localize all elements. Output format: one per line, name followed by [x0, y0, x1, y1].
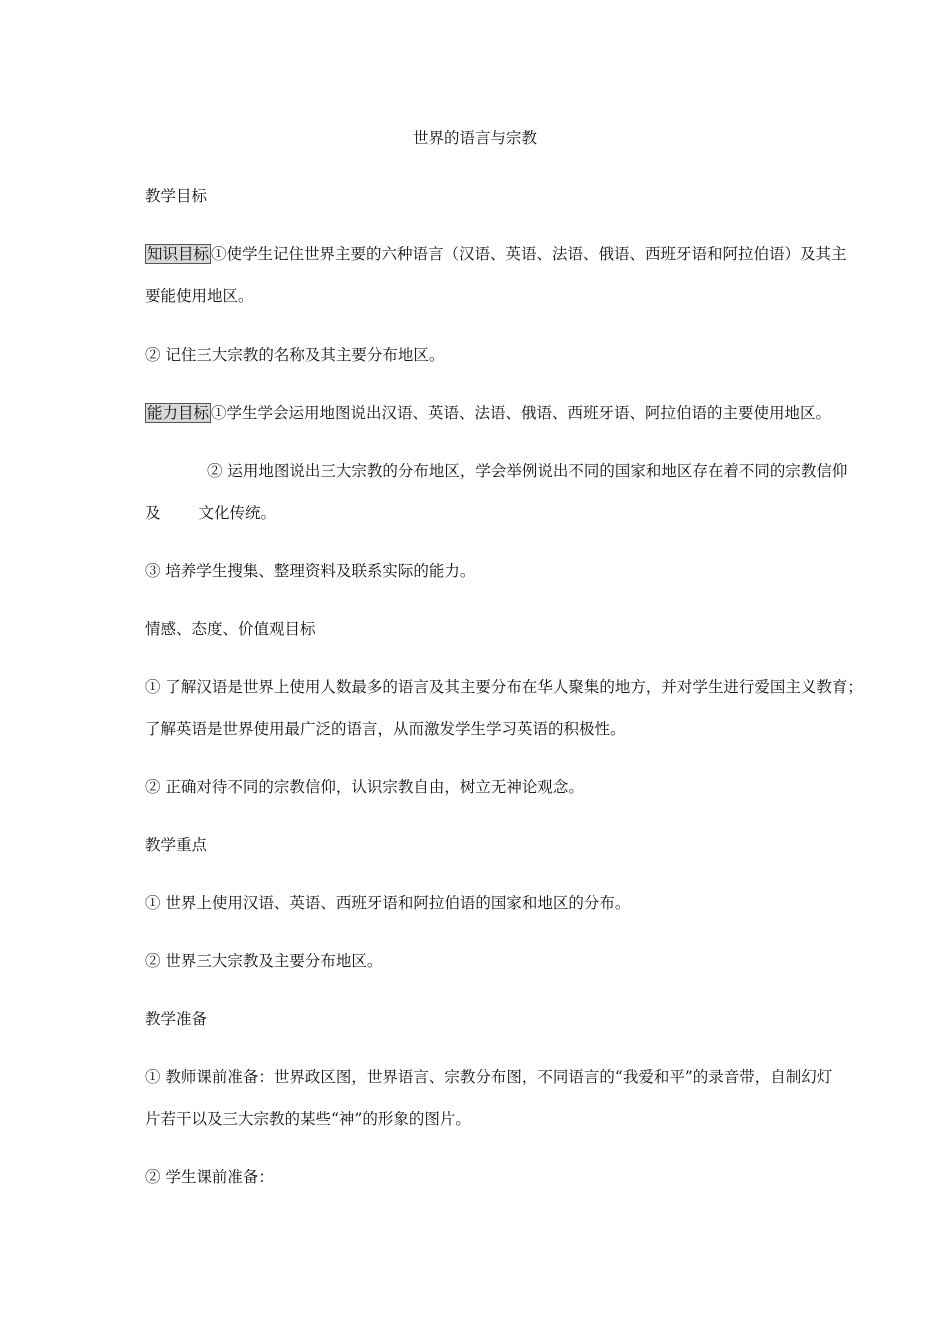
knowledge-goal-continued: 要能使用地区。 [145, 287, 254, 305]
ability-goal-text: ①学生学会运用地图说出汉语、英语、法语、俄语、西班牙语、阿拉伯语的主要使用地区。 [211, 404, 832, 422]
knowledge-goal-line [145, 244, 847, 264]
knowledge-goal-text: ①使学生记住世界主要的六种语言（汉语、英语、法语、俄语、西班牙语和阿拉伯语）及其主 [211, 245, 847, 263]
key-point-1: ① 世界上使用汉语、英语、西班牙语和阿拉伯语的国家和地区的分布。 [145, 894, 631, 912]
ability-goal-2-continued [145, 503, 276, 523]
emotion-goal-1-continued: 了解英语是世界使用最广泛的语言，从而激发学生学习英语的积极性。 [145, 720, 626, 738]
ability-goal-2-tail: 文化传统。 [198, 504, 277, 522]
heading-preparation: 教学准备 [145, 1010, 208, 1028]
emotion-goal-1: ① 了解汉语是世界上使用人数最多的语言及其主要分布在华人聚集的地方，并对学生进行爱国主义教育； [145, 678, 863, 696]
ability-goal-2: ② 运用地图说出三大宗教的分布地区，学会举例说出不同的国家和地区存在着不同的宗教信仰 [207, 462, 848, 480]
key-point-2: ② 世界三大宗教及主要分布地区。 [145, 952, 383, 970]
ability-goal-3: ③ 培养学生搜集、整理资料及联系实际的能力。 [145, 562, 476, 580]
teacher-preparation: ① 教师课前准备：世界政区图，世界语言、宗教分布图，不同语言的“我爱和平”的录音带，自制幻灯 [145, 1068, 833, 1086]
teacher-preparation-continued: 片若干以及三大宗教的某些“神”的形象的图片。 [145, 1110, 471, 1128]
ability-goal-tag: 能力目标 [147, 404, 210, 422]
ability-goal-2-word: 及 [145, 504, 161, 522]
heading-key-points: 教学重点 [145, 836, 208, 854]
heading-emotion-goals: 情感、态度、价值观目标 [145, 620, 316, 638]
student-preparation: ② 学生课前准备： [145, 1168, 274, 1186]
emotion-goal-2: ② 正确对待不同的宗教信仰，认识宗教自由，树立无神论观念。 [145, 778, 584, 796]
document-title: 世界的语言与宗教 [412, 129, 537, 147]
ability-goal-line [145, 403, 831, 423]
knowledge-goal-tag: 知识目标 [147, 245, 210, 263]
heading-teaching-goals: 教学目标 [145, 187, 208, 205]
knowledge-goal-2: ② 记住三大宗教的名称及其主要分布地区。 [145, 346, 445, 364]
